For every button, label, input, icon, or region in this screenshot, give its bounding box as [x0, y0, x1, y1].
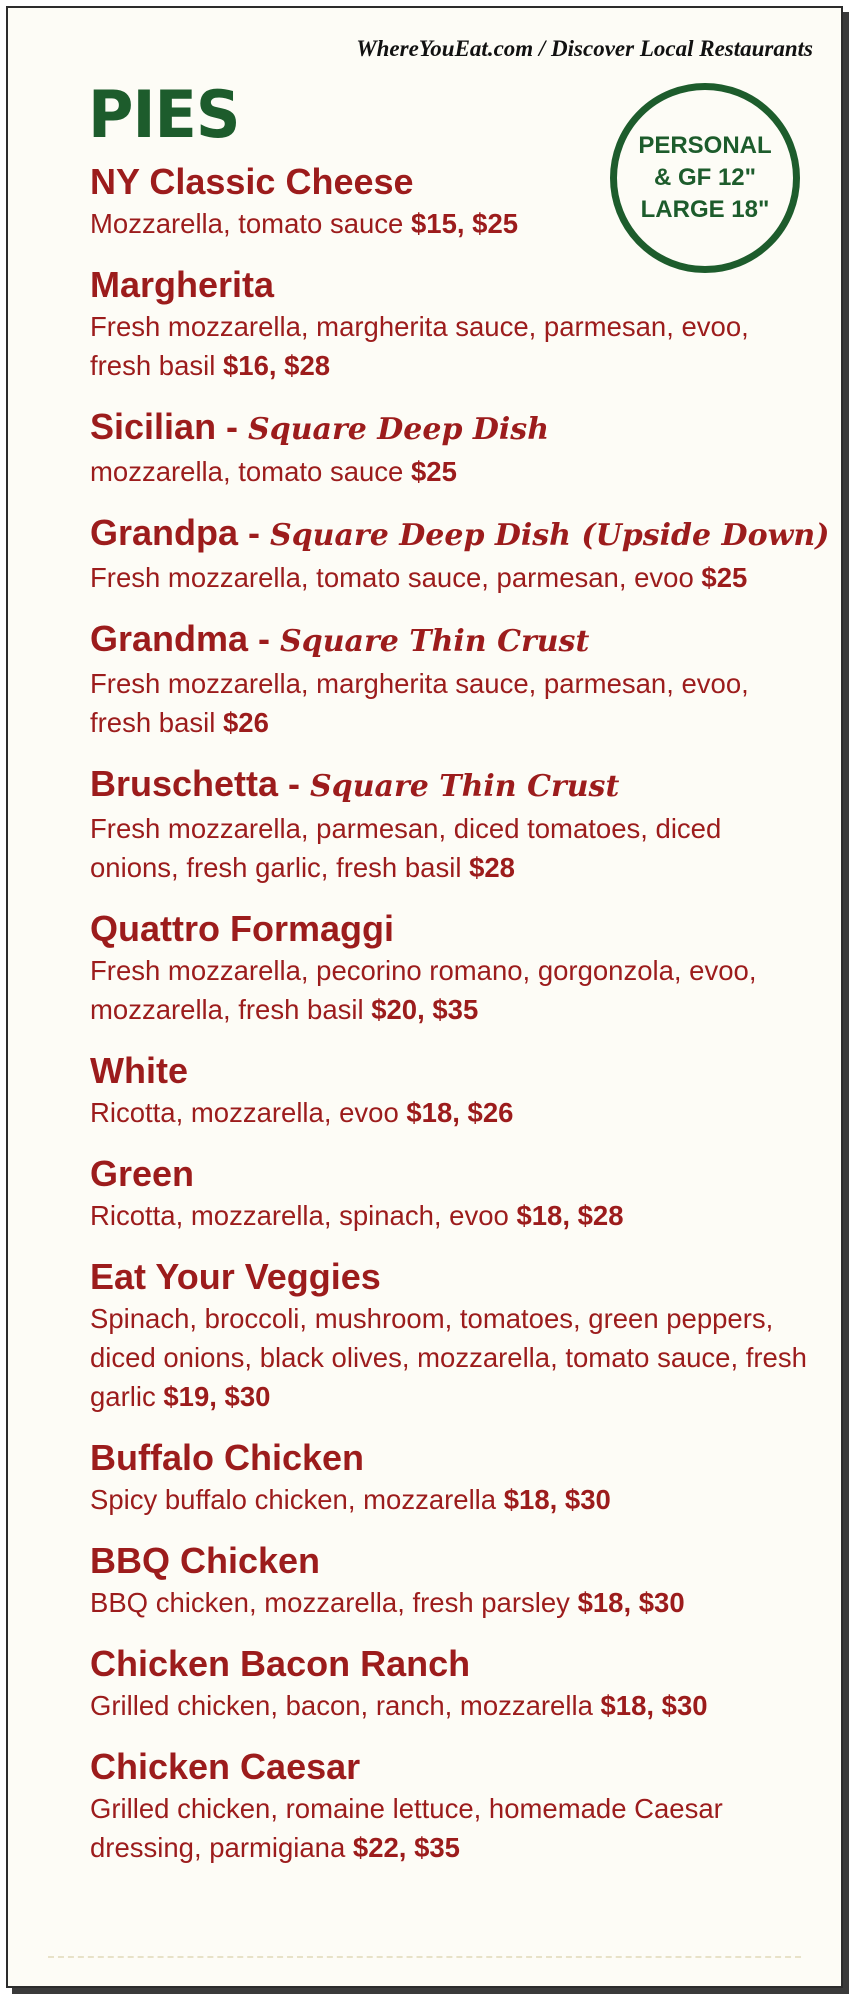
menu-item-price: $25	[701, 562, 748, 593]
menu-item-name-row	[90, 907, 810, 951]
menu-item	[90, 617, 810, 742]
menu-item-description: mozzarella, tomato sauce	[90, 456, 404, 487]
menu-item-description: Spinach, broccoli, mushroom, tomatoes, green peppers, diced onions, black olives, mozzarella, tomato sauce, fresh garlic	[90, 1303, 807, 1412]
menu-item-name: Chicken Bacon Ranch	[90, 1643, 471, 1684]
menu-item-description: Mozzarella, tomato sauce	[90, 208, 404, 239]
menu-item-crust-style: Square Deep Dish (Upside Down)	[270, 518, 830, 553]
menu-item-description: Ricotta, mozzarella, evoo	[90, 1097, 399, 1128]
menu-item-price: $22, $35	[352, 1832, 460, 1863]
menu-item-description-row	[90, 1686, 810, 1725]
menu-item-name: Green	[90, 1153, 195, 1194]
menu-item-name-row	[90, 511, 830, 558]
menu-item-price: $18, $30	[577, 1587, 685, 1618]
menu-item-name-row	[90, 1745, 810, 1789]
menu-item-name: Sicilian -	[90, 406, 249, 447]
menu-item-name-row	[90, 617, 810, 664]
menu-item-name-row	[90, 1049, 810, 1093]
menu-item-description: Fresh mozzarella, tomato sauce, parmesan, evoo	[90, 562, 694, 593]
menu-item	[90, 907, 810, 1029]
menu-item-description-row	[90, 1196, 810, 1235]
menu-item-name: White	[90, 1050, 188, 1091]
menu-card	[6, 6, 843, 1988]
menu-item-crust-style: Square Deep Dish	[248, 412, 549, 447]
menu-item-name: Buffalo Chicken	[90, 1437, 365, 1478]
menu-item-price: $19, $30	[163, 1381, 271, 1412]
menu-item-description-row	[90, 1583, 810, 1622]
menu-item-description-row	[90, 452, 810, 491]
menu-item-description: BBQ chicken, mozzarella, fresh parsley	[90, 1587, 570, 1618]
menu-item	[90, 263, 810, 385]
menu-item-description-row	[90, 809, 810, 887]
menu-item	[90, 405, 810, 491]
bottom-dashed-border	[48, 1956, 801, 1958]
menu-item-description: Fresh mozzarella, margherita sauce, parmesan, evoo, fresh basil	[90, 668, 749, 738]
menu-item-price: $26	[222, 707, 269, 738]
menu-item-name-row	[90, 1255, 810, 1299]
menu-item-name-row	[90, 405, 810, 452]
menu-item	[90, 511, 830, 597]
menu-item-description: Ricotta, mozzarella, spinach, evoo	[90, 1200, 509, 1231]
site-watermark: WhereYouEat.com / Discover Local Restaurants	[356, 36, 813, 61]
menu-item-description: Spicy buffalo chicken, mozzarella	[90, 1484, 497, 1515]
menu-item-name-row	[90, 1436, 810, 1480]
menu-item-description-row	[90, 1480, 810, 1519]
menu-item-name: NY Classic Cheese	[90, 161, 414, 202]
menu-item-description-row	[90, 951, 810, 1029]
menu-item-description: Fresh mozzarella, margherita sauce, parmesan, evoo, fresh basil	[90, 311, 749, 381]
menu-item-name-row	[90, 1152, 810, 1196]
menu-item	[90, 1642, 810, 1725]
menu-item-description-row	[90, 1299, 810, 1416]
menu-item-price: $18, $30	[600, 1690, 708, 1721]
menu-item-description-row	[90, 664, 810, 742]
menu-item-price: $16, $28	[222, 350, 331, 381]
menu-item-name: BBQ Chicken	[90, 1540, 321, 1581]
menu-item-description: Grilled chicken, romaine lettuce, homemade Caesar dressing, parmigiana	[90, 1793, 723, 1863]
menu-item	[90, 762, 810, 887]
menu-item-name: Chicken Caesar	[90, 1746, 361, 1787]
size-badge-line-3: LARGE 18"	[640, 196, 770, 223]
menu-item-price: $18, $28	[516, 1200, 624, 1231]
menu-item-description: Grilled chicken, bacon, ranch, mozzarella	[90, 1690, 593, 1721]
menu-item-description-row	[90, 307, 810, 385]
menu-item-price: $20, $35	[371, 994, 479, 1025]
menu-item-name-row	[90, 1539, 810, 1583]
menu-item-name: Eat Your Veggies	[90, 1256, 381, 1297]
menu-item-price: $28	[469, 852, 515, 883]
menu-item-name: Margherita	[90, 264, 275, 305]
menu-item-name-row	[90, 762, 810, 809]
menu-item-price: $18, $26	[406, 1097, 514, 1128]
menu-item-name-row	[90, 263, 810, 307]
menu-item-description-row	[90, 558, 810, 597]
size-badge-line-1: PERSONAL	[638, 132, 772, 159]
menu-item-price: $15, $25	[410, 208, 519, 239]
section-title: PIES	[88, 76, 240, 153]
menu-item	[90, 1436, 810, 1519]
menu-item	[90, 160, 810, 243]
menu-item	[90, 1539, 810, 1622]
menu-item-description-row	[90, 1093, 810, 1132]
menu-item-name-row	[90, 160, 810, 204]
menu-item-description: Fresh mozzarella, parmesan, diced tomatoes, diced onions, fresh garlic, fresh basil	[90, 813, 722, 883]
menu-item-crust-style: Square Thin Crust	[280, 624, 590, 659]
size-badge-line-2: & GF 12"	[653, 164, 757, 191]
menu-item	[90, 1049, 810, 1132]
menu-item-name: Grandma -	[90, 618, 281, 659]
menu-item-name-row	[90, 1642, 810, 1686]
menu-item-name: Quattro Formaggi	[90, 908, 394, 949]
menu-item-crust-style: Square Thin Crust	[310, 769, 620, 804]
menu-item-description: Fresh mozzarella, pecorino romano, gorgonzola, evoo, mozzarella, fresh basil	[90, 955, 757, 1025]
menu-item-price: $25	[410, 456, 457, 487]
menu-item-price: $18, $30	[503, 1484, 611, 1515]
menu-item	[90, 1152, 810, 1235]
menu-item	[90, 1745, 810, 1867]
menu-item-name: Bruschetta -	[90, 763, 311, 804]
menu-item-description-row	[90, 204, 810, 243]
menu-item	[90, 1255, 810, 1416]
menu-item-description-row	[90, 1789, 810, 1867]
menu-item-name: Grandpa -	[90, 512, 271, 553]
menu-item-list	[90, 160, 830, 1887]
